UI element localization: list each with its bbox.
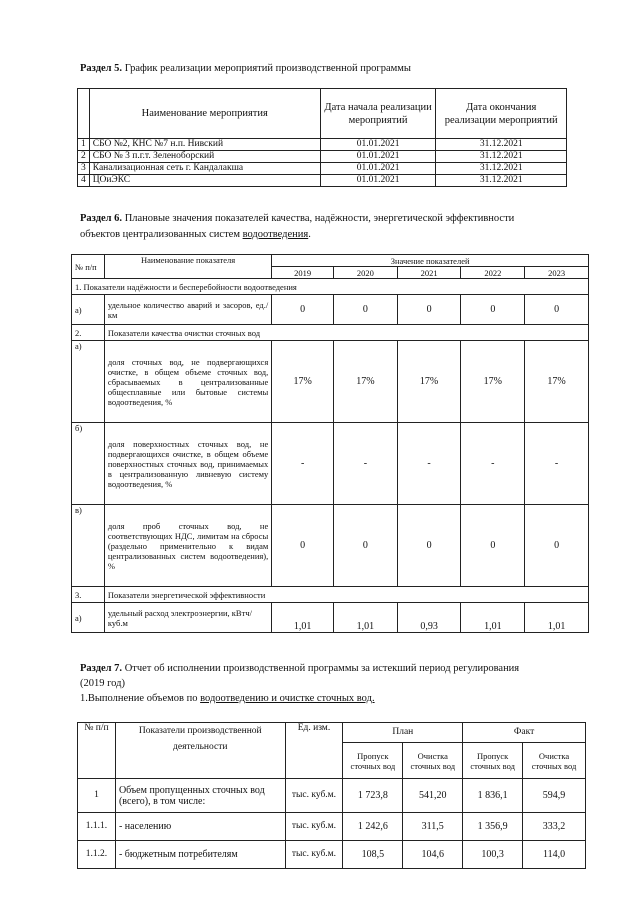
- s7-header-plan: План: [343, 723, 463, 743]
- table-row: в) доля проб сточных вод, не соответствующих НДС, лимитам на сбросы (раздельно применительно к видам централизованных систем водоотведения), % 0 0 0 0 0: [72, 505, 589, 587]
- s6-header-num: № п/п: [72, 255, 105, 279]
- table-row: 1 СБО №2, КНС №7 н.п. Нивский 01.01.2021 31.12.2021: [78, 139, 567, 151]
- section5-table: [77, 88, 567, 187]
- s6-header-name: Наименование показателя: [104, 255, 271, 279]
- s5-header-end: Дата окончания реализации мероприятий: [436, 89, 567, 139]
- table-row: а) удельное количество аварий и засоров, ед./км 0 0 0 0 0: [72, 295, 589, 325]
- section6-title-line2: объектов централизованных систем водоотведения.: [80, 229, 311, 240]
- section7-title-line2: (2019 год): [80, 678, 125, 689]
- s7-header-fact: Факт: [463, 723, 586, 743]
- section5-title: [80, 62, 411, 75]
- table-row: 4 ЦОиЭКС 01.01.2021 31.12.2021: [78, 175, 567, 187]
- s5-header-name: Наименование мероприятия: [89, 89, 320, 139]
- s6-group2: Показатели качества очистки сточных вод: [104, 325, 588, 341]
- section7-title: [80, 662, 519, 675]
- section6-title-bold: Раздел 6.: [80, 213, 123, 224]
- s7-header-unit: Ед. изм.: [285, 723, 343, 779]
- section7-title-text: Отчет об исполнении производственной программы за истекший период регулирования: [122, 663, 520, 674]
- section6-title-text: Плановые значения показателей качества, надёжности, энергетической эффективности: [122, 213, 515, 224]
- s6-group3: Показатели энергетической эффективности: [104, 587, 588, 603]
- s6-group1: 1. Показатели надёжности и бесперебойности водоотведения: [72, 279, 589, 295]
- table-row: 1 Объем пропущенных сточных вод (всего), в том числе: тыс. куб.м. 1 723,8 541,20 1 836,1 594,9: [78, 779, 586, 813]
- table-row: 2 СБО № 3 п.г.т. Зеленоборский 01.01.2021 31.12.2021: [78, 151, 567, 163]
- s7-header-num: № п/п: [78, 723, 116, 779]
- section7-subtitle: 1.Выполнение объемов по водоотведению и очистке сточных вод.: [80, 693, 375, 704]
- table-row: 1.1.1. - населению тыс. куб.м. 1 242,6 311,5 1 356,9 333,2: [78, 813, 586, 841]
- table-row: 3 Канализационная сеть г. Кандалакша 01.01.2021 31.12.2021: [78, 163, 567, 175]
- s6-header-value: Значение показателей: [272, 255, 589, 267]
- section7-table: № п/п Показатели производственной деятельности Ед. изм. План Факт Пропуск сточных вод Очистка сточных вод Пропуск сточных вод Очистка сточных вод 1 Объем пропущенных сточных вод (всего), в том числе: тыс. куб.м. 1 723,8 541,20 1 836,1 594,9 1.1.1. - населению тыс. куб.м. 1 242,6 311,5 1 356,9 333,2 1.1.2. - бюджетным потребителям тыс. куб.м. 108,5 104,6 100,3 114,0: [77, 722, 586, 869]
- section5-title-bold: Раздел 5.: [80, 63, 123, 74]
- section7-title-bold: Раздел 7.: [80, 663, 123, 674]
- section6-title: [80, 212, 514, 225]
- s5-header-start: Дата начала реализации мероприятий: [320, 89, 436, 139]
- section5-title-text: График реализации мероприятий производственной программы: [122, 63, 411, 74]
- s7-header-name: Показатели производственной деятельности: [115, 723, 285, 779]
- table-row: б) доля поверхностных сточных вод, не подвергающихся очистке, в общем объеме поверхностных сточных вод, принимаемых в централизованную ливневую систему водоотведения, % - - - - -: [72, 423, 589, 505]
- table-row: а) доля сточных вод, не подвергающихся очистке, в общем объеме сточных вод, сбрасываемых в централизованные общесплавные или бытовые системы водоотведения, % 17% 17% 17% 17% 17%: [72, 341, 589, 423]
- table-row: 1.1.2. - бюджетным потребителям тыс. куб.м. 108,5 104,6 100,3 114,0: [78, 841, 586, 869]
- section6-table: № п/п Наименование показателя Значение показателей 2019 2020 2021 2022 2023 1. Показатели надёжности и бесперебойности водоотведения а) удельное количество аварий и засоров, ед./км 0 0 0 0 0 2. Показатели качества очистки сточных вод а) доля сточных вод, не подвергающихся очистке, в общем объеме сточных вод, сбрасываемых в централизованные общесплавные или бытовые системы водоотведения, % 17% 17% 17% 17% 17% б) доля поверхностных сточных вод, не подвергающихся очистке, в общем объеме поверхностных сточных вод, принимаемых в централизованную ливневую систему водоотведения, % - - - - - в) доля проб сточных вод, не соответствующих НДС, лимитам на сбросы (раздельно применительно к видам централизованных систем водоотведения), % 0 0 0 0 0 3. Показатели энергетической эффективности а) удельный расход электроэнергии, кВтч/куб.м 1,01 1,01 0,93 1,01 1,01: [71, 254, 589, 633]
- table-row: а) удельный расход электроэнергии, кВтч/куб.м 1,01 1,01 0,93 1,01 1,01: [72, 603, 589, 633]
